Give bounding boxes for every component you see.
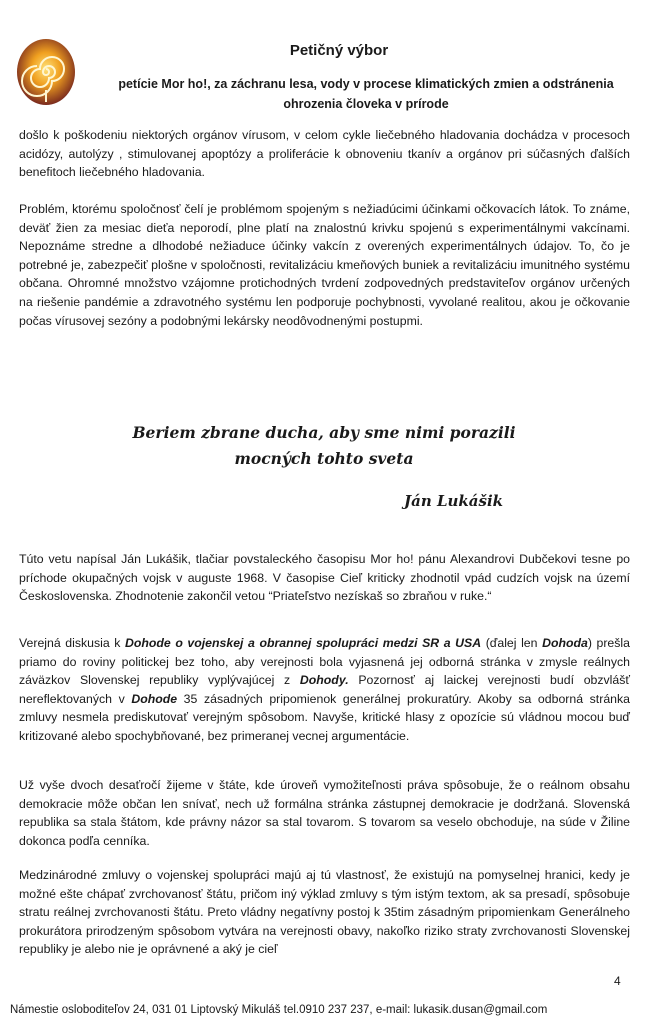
footer-contact: Námestie osloboditeľov 24, 031 01 Liptovský Mikuláš tel.0910 237 237, e-mail: lukasik.dusan@gmail.com — [10, 1004, 548, 1016]
paragraph-6: Medzinárodné zmluvy o vojenskej spolupráci majú aj tú vlastnosť, že existujú na pomyselnej hranici, kedy je možné ešte chápať zvrchovanosť štátu, pričom iný výklad zmluvy s tým istým textom, ak sa presadí, spôsobuje stratu reálnej zvrchovanosti štátu. Preto vládny negatívny postoj k 35tim zásadným pripomienkam Generálneho prokurátora prirodzeným spôsobom vytvára na verejnosti obavy, nakoľko riziko straty zvrchovanosti Slovenskej republiky je alebo nie je oprávnené a aký je cieľ — [19, 868, 630, 957]
page-number: 4 — [614, 974, 621, 988]
quote-author: Ján Lukášik — [404, 492, 504, 510]
paragraph-1: došlo k poškodeniu niektorých orgánov vírusom, v celom cykle liečebného hladovania dochádza v procesoch acidózy, autolýzy , stimulovanej apoptózy a proliferácie k obnoveniu tkanív a orgánov pri súčasných ďalších benefitoch liečebného hladovania. — [19, 128, 630, 180]
paragraph-2: Problém, ktorému spoločnosť čelí je problémom spojeným s nežiadúcimi účinkami očkovacích látok. To známe, deväť žien za mesiac dieťa neporodí, plne platí na znalostnú krivku spojenú s experimentálnymi vakcínami. Nepoznáme stredne a dlhodobé nežiaduce účinky vakcín z overených experimentálnych údajov. To, čo je potrebné je, zabezpečiť plošne v spoločnosti, revitalizáciu kmeňových buniek a revitalizáciu imunitného systému občana. Ohromné množstvo vzájomne protichodných tvrdení zodpovedných predstaviteľov orgánov určených na riešenie pandémie a zdravotného systému len podporuje pochybnosti, vyvolané realitou, akou je očkovanie počas vírusovej sezóny a podobnými lekársky neodôvodnenými postupmi. — [19, 202, 630, 328]
committee-title: Petičný výbor — [289, 42, 389, 59]
paragraph-4: Verejná diskusia k Dohode o vojenskej a obrannej spolupráci medzi SR a USA (ďalej len Dohoda) prešla priamo do roviny politickej bez toho, aby verejnosti bola vyjasnená jej odborná stránka v zmysle reálnych záväzkov Slovenskej republiky vyplývajúcej z Dohody. Pozornosť aj laickej verejnosti budí obzvlášť nereflektovaných v Dohode 35 zásadných pripomienok generálnej prokuratúry. Akoby sa odborná stránka zmluvy nesmela prediskutovať verejným spôsobom. Navyše, kritické hlasy z opozície sú vládnou mocou buď kritizované alebo spochybňované, bez primeranej vecnej argumentácie. — [19, 636, 630, 743]
petition-subtitle: petície Mor ho!, za záchranu lesa, vody v procese klimatických zmien a odstránenia ohrozenia človeka v prírode — [118, 77, 614, 111]
quote: Beriem zbrane ducha, aby sme nimi porazili mocných tohto sveta — [132, 423, 516, 468]
paragraph-5: Už vyše dvoch desaťročí žijeme v štáte, kde úroveň vymožiteľnosti práva spôsobuje, že o reálnom obsahu demokracie môže občan len snívať, nech už formálna stránka zástupnej demokracie je dodržaná. Slovenská republika sa stala štátom, kde právny názor sa stal tovarom. S tovarom sa veselo obchoduje, na súde v Žiline dokonca podľa cenníka. — [19, 778, 630, 848]
paragraph-3: Túto vetu napísal Ján Lukášik, tlačiar povstaleckého časopisu Mor ho! pánu Alexandrovi Dubčekovi tesne po príchode okupačných vojsk v auguste 1968. V časopise Cieľ kriticky zhodnotil vpád cudzích vojsk na území Československa. Zhodnotenie zakončil vetou “Priateľstvo nezískaš so zbraňou v ruke.“ — [19, 552, 630, 604]
